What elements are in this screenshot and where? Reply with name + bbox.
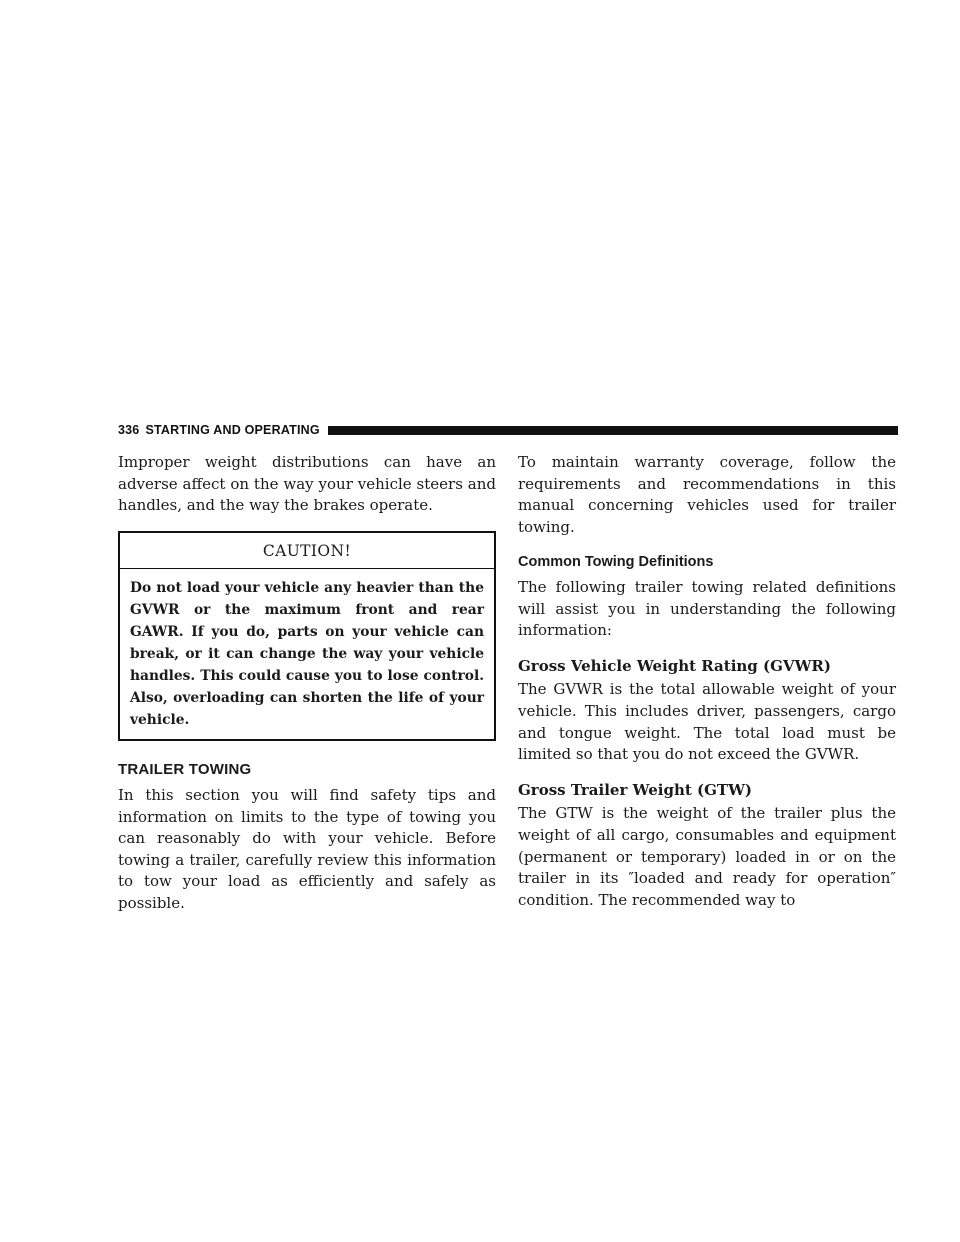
section-title: STARTING AND OPERATING: [145, 423, 320, 437]
caution-box: [118, 531, 496, 742]
left-column: [118, 452, 496, 929]
right-column: [518, 452, 896, 925]
header-rule: [328, 426, 898, 435]
caution-text: Do not load your vehicle any heavier than the GVWR or the maximum front and rear GAWR. If you do, parts on your vehicle can break, or it can change the way your vehicle handles. This could cause you to lose control. Also, overloading can shorten the life of your vehicle.: [130, 580, 484, 729]
gvwr-heading: Gross Vehicle Weight Rating (GVWR): [518, 656, 831, 675]
caution-title: CAUTION!: [120, 533, 494, 570]
gvwr-paragraph: The GVWR is the total allowable weight of your vehicle. This includes driver, passengers, cargo and tongue weight. The total load must be limited so that you do not exceed the GVWR.: [518, 680, 896, 764]
gtw-paragraph: The GTW is the weight of the trailer plus the weight of all cargo, consumables and equipment (permanent or temporary) loaded in or on the trailer in its ″loaded and ready for operation″ condition. The recommended way to: [518, 804, 896, 909]
warranty-paragraph: To maintain warranty coverage, follow the requirements and recommendations in this manual concerning vehicles used for trailer towing.: [518, 453, 896, 536]
page-header: [118, 420, 898, 440]
trailer-towing-paragraph: In this section you will find safety tips and information on limits to the type of towing you can reasonably do with your vehicle. Before towing a trailer, carefully review this information to tow your load as efficiently and safely as possible.: [118, 785, 496, 912]
definitions-intro: The following trailer towing related definitions will assist you in understanding the following information:: [518, 577, 896, 640]
page-number: 336: [118, 423, 140, 437]
definitions-heading: Common Towing Definitions: [518, 554, 714, 571]
intro-paragraph: Improper weight distributions can have an adverse affect on the way your vehicle steers and handles, and the way the brakes operate.: [118, 453, 496, 515]
trailer-towing-heading: TRAILER TOWING: [118, 761, 252, 779]
gtw-heading: Gross Trailer Weight (GTW): [518, 780, 753, 799]
